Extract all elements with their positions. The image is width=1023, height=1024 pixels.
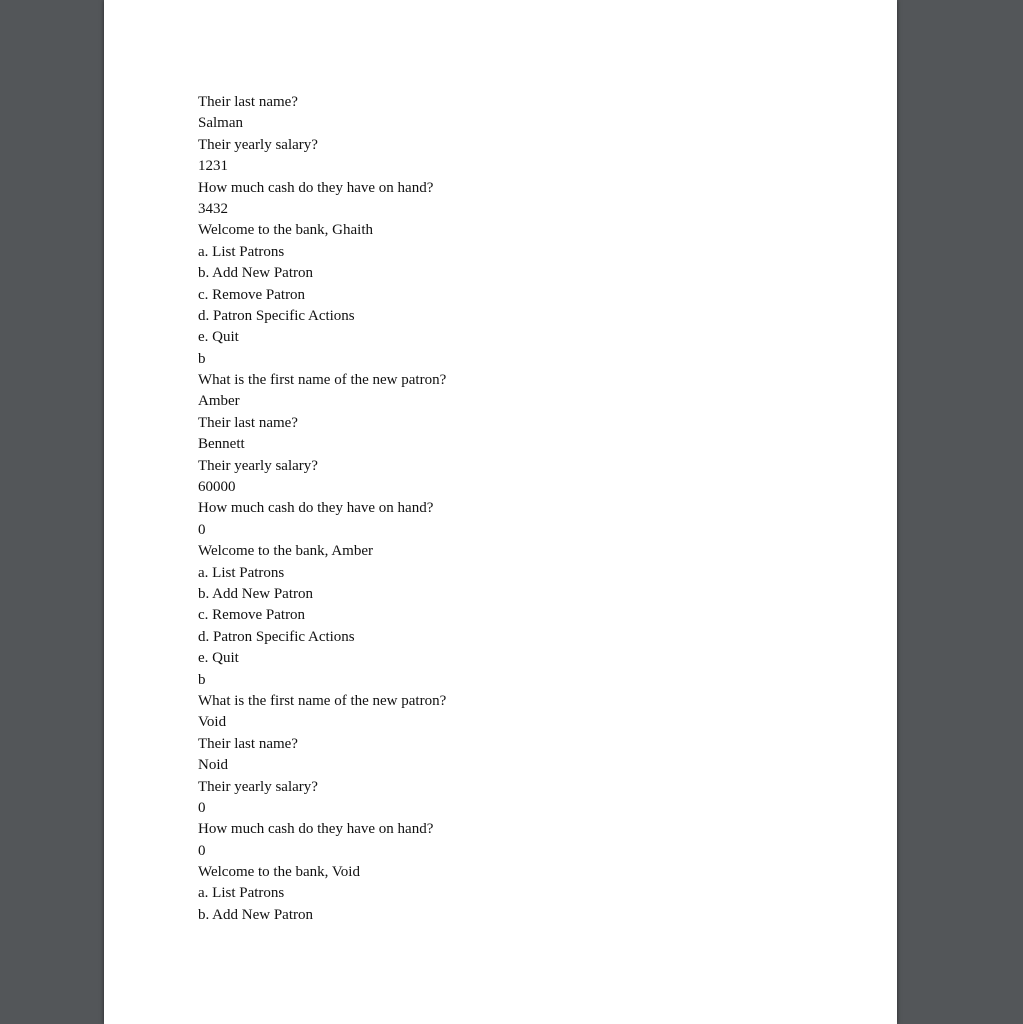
text-line: Salman xyxy=(198,115,243,132)
text-line: a. List Patrons xyxy=(198,564,285,581)
text-line: 60000 xyxy=(198,479,236,496)
text-line: Welcome to the bank, Void xyxy=(198,864,360,881)
text-line: Their yearly salary? xyxy=(198,778,318,795)
document-text xyxy=(198,92,446,926)
text-line: How much cash do they have on hand? xyxy=(198,179,434,196)
text-line: Void xyxy=(198,714,227,731)
text-line: d. Patron Specific Actions xyxy=(198,307,355,324)
text-line: Welcome to the bank, Amber xyxy=(198,543,373,560)
text-line: b. Add New Patron xyxy=(198,265,313,282)
text-line: What is the first name of the new patron? xyxy=(198,372,447,389)
text-line: c. Remove Patron xyxy=(198,607,306,624)
text-line: How much cash do they have on hand? xyxy=(198,821,434,838)
text-line: Amber xyxy=(198,393,240,410)
text-line: Their yearly salary? xyxy=(198,457,318,474)
text-line: Their last name? xyxy=(198,94,298,110)
text-line: How much cash do they have on hand? xyxy=(198,500,434,517)
text-line: Their yearly salary? xyxy=(198,136,318,153)
text-line: b xyxy=(198,671,206,688)
text-line: Their last name? xyxy=(198,735,298,752)
document-page xyxy=(104,0,897,1024)
text-line: d. Patron Specific Actions xyxy=(198,628,355,645)
text-line: What is the first name of the new patron? xyxy=(198,692,447,709)
text-line: a. List Patrons xyxy=(198,885,285,902)
text-line: a. List Patrons xyxy=(198,243,285,260)
text-line: Bennett xyxy=(198,436,245,453)
text-line: Their last name? xyxy=(198,414,298,431)
text-line: b xyxy=(198,350,206,367)
text-line: Welcome to the bank, Ghaith xyxy=(198,222,373,239)
text-line: 3432 xyxy=(198,200,228,217)
text-line: Noid xyxy=(198,757,228,774)
text-line: c. Remove Patron xyxy=(198,286,306,303)
text-line: e. Quit xyxy=(198,329,239,346)
text-line: 0 xyxy=(198,842,206,859)
text-line: e. Quit xyxy=(198,650,239,667)
text-line: 0 xyxy=(198,521,206,538)
text-line: 0 xyxy=(198,799,206,816)
text-line: b. Add New Patron xyxy=(198,585,313,602)
text-line: b. Add New Patron xyxy=(198,906,313,923)
text-line: 1231 xyxy=(198,158,228,175)
